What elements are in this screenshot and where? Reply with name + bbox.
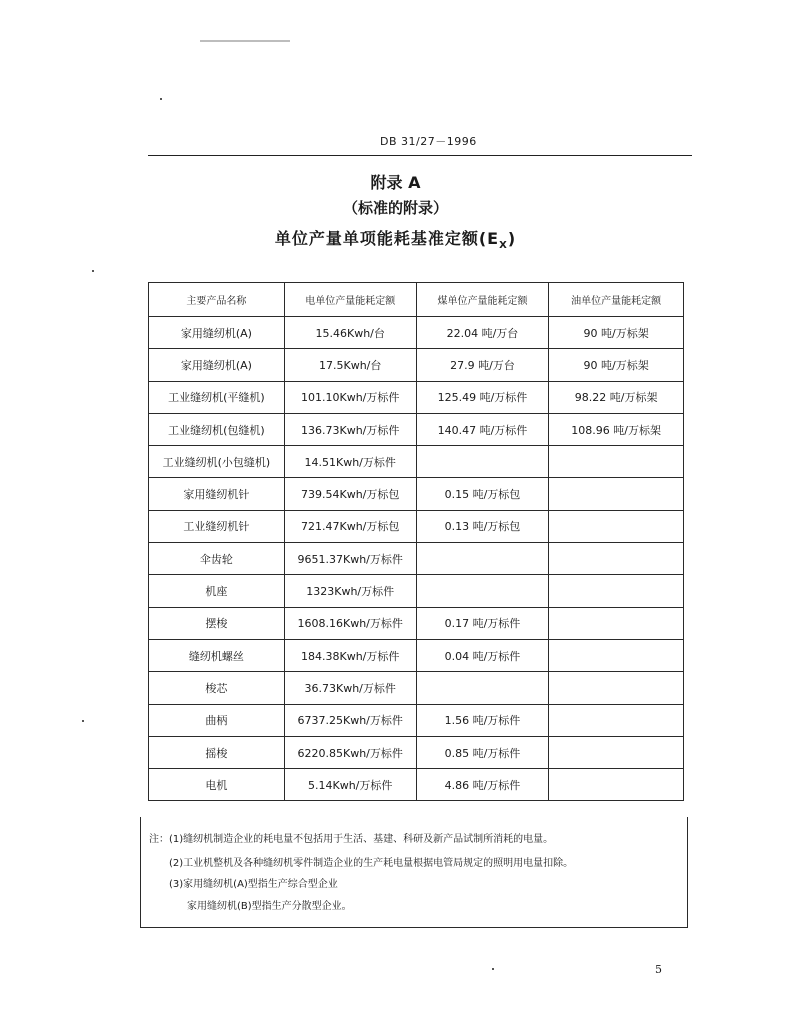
electricity-quota-cell: 1323Kwh/万标件	[284, 575, 416, 607]
header-oil: 油单位产量能耗定额	[549, 283, 684, 317]
oil-quota-cell	[549, 543, 684, 575]
table-row	[149, 446, 684, 478]
oil-quota-cell: 98.22 吨/万标架	[549, 381, 684, 413]
appendix-title: 附录 A	[370, 173, 421, 192]
table-row	[149, 413, 684, 445]
note-4: 家用缝纫机(B)型指生产分散型企业。	[187, 901, 352, 912]
oil-quota-cell	[549, 607, 684, 639]
electricity-quota-cell: 36.73Kwh/万标件	[284, 672, 416, 704]
table-row	[149, 510, 684, 542]
scan-speck	[160, 98, 162, 100]
table-row	[149, 317, 684, 349]
table-row	[149, 349, 684, 381]
electricity-quota-cell: 14.51Kwh/万标件	[284, 446, 416, 478]
note-1: 注：(1)缝纫机制造企业的耗电量不包括用于生活、基建、科研及新产品试制所消耗的电量。	[149, 834, 554, 845]
coal-quota-cell: 1.56 吨/万标件	[416, 704, 549, 736]
energy-quota-table	[148, 282, 684, 801]
electricity-quota-cell: 1608.16Kwh/万标件	[284, 607, 416, 639]
coal-quota-cell: 0.85 吨/万标件	[416, 736, 549, 768]
header-electricity: 电单位产量能耗定额	[284, 283, 416, 317]
oil-quota-cell	[549, 510, 684, 542]
table-row	[149, 575, 684, 607]
coal-quota-cell: 4.86 吨/万标件	[416, 769, 549, 801]
scan-artifact	[200, 40, 290, 42]
coal-quota-cell: 0.13 吨/万标包	[416, 510, 549, 542]
oil-quota-cell	[549, 769, 684, 801]
product-name-cell: 家用缝纫机(A)	[149, 349, 285, 381]
scan-speck	[92, 270, 94, 272]
table-title-close: )	[507, 229, 517, 248]
product-name-cell: 伞齿轮	[149, 543, 285, 575]
electricity-quota-cell: 184.38Kwh/万标件	[284, 639, 416, 671]
oil-quota-cell	[549, 736, 684, 768]
product-name-cell: 工业缝纫机(包缝机)	[149, 413, 285, 445]
electricity-quota-cell: 6737.25Kwh/万标件	[284, 704, 416, 736]
electricity-quota-cell: 6220.85Kwh/万标件	[284, 736, 416, 768]
coal-quota-cell	[416, 543, 549, 575]
oil-quota-cell	[549, 639, 684, 671]
table-header-row	[149, 283, 684, 317]
product-name-cell: 工业缝纫机(平缝机)	[149, 381, 285, 413]
table-notes	[140, 817, 688, 928]
table-row	[149, 381, 684, 413]
table-row	[149, 607, 684, 639]
coal-quota-cell: 22.04 吨/万台	[416, 317, 549, 349]
table-title	[0, 226, 791, 251]
product-name-cell: 电机	[149, 769, 285, 801]
coal-quota-cell: 140.47 吨/万标件	[416, 413, 549, 445]
electricity-quota-cell: 9651.37Kwh/万标件	[284, 543, 416, 575]
header-product: 主要产品名称	[149, 283, 285, 317]
product-name-cell: 缝纫机螺丝	[149, 639, 285, 671]
electricity-quota-cell: 136.73Kwh/万标件	[284, 413, 416, 445]
product-name-cell: 工业缝纫机(小包缝机)	[149, 446, 285, 478]
coal-quota-cell: 27.9 吨/万台	[416, 349, 549, 381]
oil-quota-cell	[549, 446, 684, 478]
oil-quota-cell	[549, 672, 684, 704]
oil-quota-cell: 90 吨/万标架	[549, 349, 684, 381]
electricity-quota-cell: 5.14Kwh/万标件	[284, 769, 416, 801]
oil-quota-cell	[549, 575, 684, 607]
appendix-type: （标准的附录）	[342, 199, 448, 217]
product-name-cell: 工业缝纫机针	[149, 510, 285, 542]
header-coal: 煤单位产量能耗定额	[416, 283, 549, 317]
electricity-quota-cell: 101.10Kwh/万标件	[284, 381, 416, 413]
coal-quota-cell	[416, 672, 549, 704]
electricity-quota-cell: 15.46Kwh/台	[284, 317, 416, 349]
coal-quota-cell: 0.15 吨/万标包	[416, 478, 549, 510]
coal-quota-cell: 125.49 吨/万标件	[416, 381, 549, 413]
table-row	[149, 639, 684, 671]
electricity-quota-cell: 721.47Kwh/万标包	[284, 510, 416, 542]
scan-speck	[492, 968, 494, 970]
table-row	[149, 478, 684, 510]
header-rule	[148, 155, 692, 156]
product-name-cell: 摆梭	[149, 607, 285, 639]
product-name-cell: 机座	[149, 575, 285, 607]
table-row	[149, 543, 684, 575]
page-number: 5	[655, 963, 662, 976]
coal-quota-cell: 0.17 吨/万标件	[416, 607, 549, 639]
table-body	[149, 317, 684, 801]
product-name-cell: 摇梭	[149, 736, 285, 768]
product-name-cell: 家用缝纫机针	[149, 478, 285, 510]
coal-quota-cell: 0.04 吨/万标件	[416, 639, 549, 671]
standard-code: DB 31/27－1996	[380, 135, 477, 148]
table-row	[149, 704, 684, 736]
oil-quota-cell	[549, 478, 684, 510]
note-2: (2)工业机整机及各种缝纫机零件制造企业的生产耗电量根据电管局规定的照明用电量扣除。	[169, 858, 574, 869]
product-name-cell: 梭芯	[149, 672, 285, 704]
scan-speck	[82, 720, 84, 722]
table-title-subscript: X	[499, 240, 508, 252]
table-row	[149, 736, 684, 768]
oil-quota-cell	[549, 704, 684, 736]
table-row	[149, 769, 684, 801]
note-3: (3)家用缝纫机(A)型指生产综合型企业	[169, 879, 338, 890]
oil-quota-cell: 90 吨/万标架	[549, 317, 684, 349]
electricity-quota-cell: 739.54Kwh/万标包	[284, 478, 416, 510]
table-row	[149, 672, 684, 704]
coal-quota-cell	[416, 575, 549, 607]
coal-quota-cell	[416, 446, 549, 478]
product-name-cell: 家用缝纫机(A)	[149, 317, 285, 349]
table-title-text: 单位产量单项能耗基准定额(E	[274, 229, 500, 248]
electricity-quota-cell: 17.5Kwh/台	[284, 349, 416, 381]
oil-quota-cell: 108.96 吨/万标架	[549, 413, 684, 445]
product-name-cell: 曲柄	[149, 704, 285, 736]
